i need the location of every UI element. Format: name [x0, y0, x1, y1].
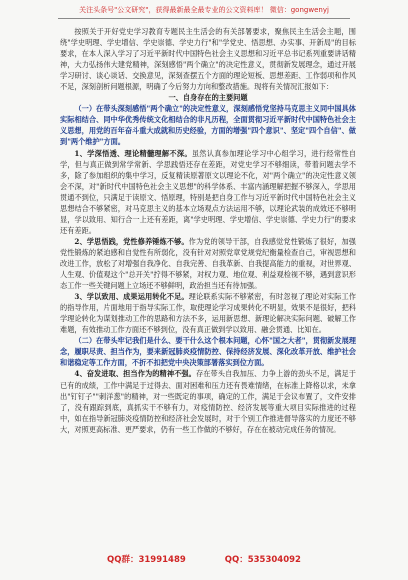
subsection-1-title-tail: 增强"四个意识"、坚定"四个自信"、做到"两个维护"方面。: [60, 126, 356, 147]
item-2-lead: 2、学思悟践，党性修养锤炼不够。: [74, 236, 189, 246]
item-2-text: 作为党的领导干部，自我感觉党性锻炼了很好，加强党性锻炼的紧迫感和自觉性有所弱化，没有针对对照党章党规党纪衡量检查自己，审视思想和改进工作，放松了对增强自我净化、自我完善、自我革新、自我提高能力的重视，对世界观、人生观、价值观这个"总开关"拧得不够紧，对权力观、地位观、利益观检视不够，遇到意识形态工作一些关键问题上立场还不够鲜明，政治担当还有待加强。: [60, 236, 356, 291]
item-1-text: 虽然认真参加理论学习中心组学习，进行经常性自学，但与真正做到常学常新、学思践悟还存在差距，对党史学习不够细读，带着问题去学不多，除了参加组织的集中学习，反复精读原著原文以理论不化，对"两个确立"的决定性意义领会不深，对"新时代中国特色社会主义思想"的科学体系、丰富内涵理解把握不够深入，学思用贯通不到位，只满足于读原文、悟原理，特别是把自身工作与习近平新时代中国特色社会主义思想结合不够紧密，对马克思主义的基本立场观点方法运用不够，以理论武装的成效还不够明显，学以致用、知行合一上还有差距，离"学史明理、学史增信、学史崇德、学史力行"的要求还有差距。: [60, 148, 356, 235]
item-4: [60, 368, 356, 434]
item-1-lead: 1、学深悟透、理论精髓理解不深。: [74, 148, 192, 158]
intro-paragraph: 按照关于开好党史学习教育专题民主生活会的有关部署要求，聚焦民主生活会主题，围绕"学史明理、学史增信、学史崇德、学史力行"和"学党史、悟思想、办实事、开新局"的目标要求，在本人深入学习了习近平新时代中国特色社会主义思想和习近平总书记系列重要讲话精神，大力弘扬伟大建党精神，深刻感悟"两个确立"的决定性意义，贯彻新发展理念，通过开展学习研讨、谈心谈话、交换意见，深刻查摆五个方面的理论短板、思想差距、工作弱项和作风不足，深刻剖析问题根源，明确了今后努力方向和整改措施。现将有关情况汇报如下：: [60, 27, 356, 92]
footer-qq-group: QQ群：31991489: [107, 555, 186, 565]
item-4-lead: 4、奋发进取、担当作为的精神不强。: [74, 369, 196, 379]
item-3-text: 理论联系实际不够紧密，有时忽视了理论对实际工作的指导作用，片面地用于指导实际工作，取使理论学习成果转化不明显，效果不是很好，把科学理论转化为谋划推动工作的思路和方法不多，运用新思想、新理论解决实际问题、破解工作难题，有效推动工作方面还不够到位，没有真正做到学以致用、融会贯通、比知在。: [60, 292, 356, 335]
section-heading: 一、自身存在的主要问题: [168, 93, 248, 103]
document-body: [60, 26, 356, 435]
subsection-1-title: [60, 103, 356, 147]
item-4-text: 存在带头自我加压、力争上游的劲头不足，满足于已有的成绩，工作中满足于过得去、面对困难和压力还有畏难情绪，在标准上降格以求，未拿出"钉钉子""刺洋葱"的精神，对一些既定的事项，确定的工作，满足于会议布置了，文件安排了，没有跟踪到底，真抓实干不够有力，对疫情防控、经济发展等重大项目实际推进的过程中，如在指导新冠肺炎疫情防控和经济社会发展时，对于个别工作推进督导落实的力度还不够大，对照更高标准、更严要求，仍有一些工作做的不够好，存在在被动完成任务的情况。: [60, 369, 356, 434]
subsection-2-title: （二）在带头牢记我们是什么、要干什么这个根本问题，心怀"国之大者"，贯彻新发展理念，履职尽责、担当作为，要来新冠肺炎疫情防控、保持经济发展、深化改革开放、维护社会和谐稳定等工作方面，不折不扣把党中央决策部署落实到位方面。: [60, 336, 356, 368]
footer-contact: [0, 553, 408, 565]
item-1: [60, 148, 356, 236]
item-3: [60, 291, 356, 335]
header-divider: [58, 18, 350, 19]
subsection-1-title-text: （一）在带头深刻感悟"两个确立"的决定性意义，深刻感悟党坚持马克思主义同中国具体实际相结合、同中华优秀传统文化相结合的非凡历程，全面贯彻习近平新时代中国特色社会主义思想，用党的百年奋斗重大成就和历史经验，方面的: [60, 104, 356, 136]
item-3-lead: 3、学以致用、成果运用转化不足。: [74, 292, 189, 302]
header-notice: 关注头条号"公文研究"，获得最新最全最专业的公文资料库！ 微信：gongwenyj: [79, 6, 329, 14]
footer-qq: QQ：535304092: [224, 555, 301, 565]
item-2: [60, 236, 356, 291]
